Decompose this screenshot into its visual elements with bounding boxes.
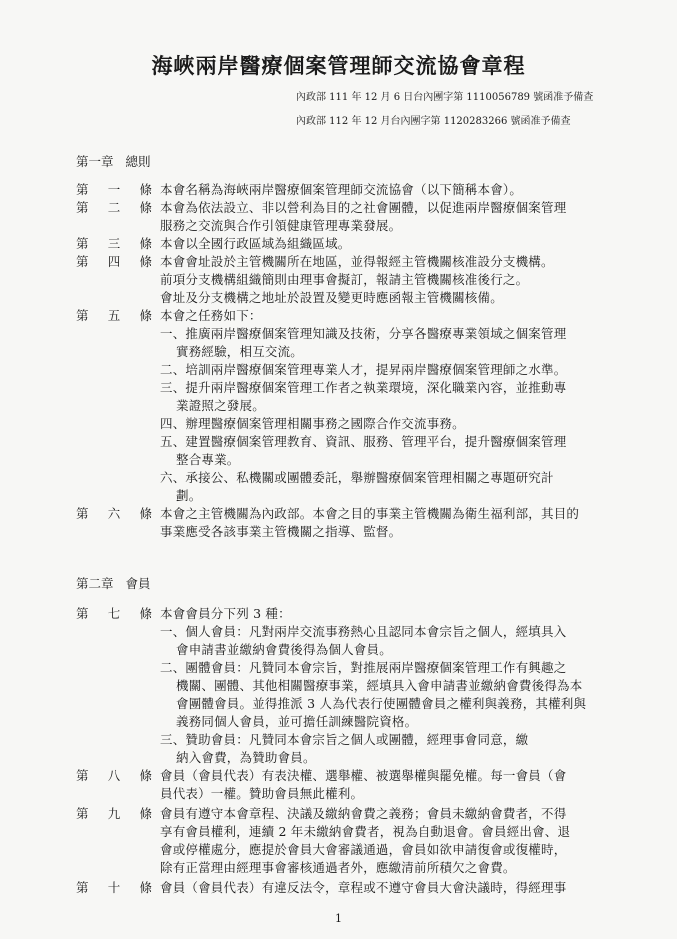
article-suffix: 條	[139, 606, 152, 621]
article-5-item-6: 六、承接公、私機關或團體委託，舉辦醫療個案管理相關之專題研究計	[160, 470, 554, 485]
article-4-line-2: 前項分支機構組織簡則由理事會擬訂，報請主管機關核准後行之。	[160, 272, 529, 287]
article-prefix: 第	[76, 806, 89, 821]
article-5-item-4: 四、辦理醫療個案管理相關事務之國際合作交流事務。	[160, 416, 465, 431]
article-8-label	[76, 766, 152, 784]
article-suffix: 條	[139, 880, 152, 895]
article-9-line-4: 除有正當理由經理事會審核通過者外，應繳清前所積欠之會費。	[160, 860, 516, 875]
article-9-line-1: 會員有遵守本會章程、決議及繳納會費之義務；會員未繳納會費者，不得	[160, 806, 567, 821]
chapter-name: 總則	[125, 154, 151, 169]
chapter-name: 會員	[125, 576, 151, 591]
article-prefix: 第	[76, 200, 89, 215]
article-9-line-2: 享有會員權利，連續 2 年未繳納會費者，視為自動退會。會員經出會、退	[160, 824, 571, 839]
document-title: 海峽兩岸醫療個案管理師交流協會章程	[151, 53, 526, 78]
article-8-line-2: 員代表）一權。贊助會員無此權利。	[160, 786, 364, 801]
article-8-line-1: 會員（會員代表）有表決權、選舉權、被選舉權與罷免權。每一會員（會	[160, 768, 567, 783]
article-5-item-3: 三、提升兩岸醫療個案管理工作者之執業環境，深化職業內容，並推動專	[160, 380, 567, 395]
article-5-item-5: 五、建置醫療個案管理教育、資訊、服務、管理平台，提升醫療個案管理	[160, 434, 567, 449]
article-7-item-1: 一、個人會員：凡對兩岸交流事務熱心且認同本會宗旨之個人，經填具入	[160, 624, 567, 639]
article-2-label	[76, 198, 152, 216]
article-5-item-1-cont: 實務經驗，相互交流。	[176, 344, 304, 359]
article-4-label	[76, 252, 152, 270]
article-7-item-2-cont-3: 義務同個人會員，並可擔任訓練醫院資格。	[176, 714, 418, 729]
article-prefix: 第	[76, 768, 89, 783]
article-1-line-1: 本會名稱為海峽兩岸醫療個案管理師交流協會（以下簡稱本會）。	[160, 182, 523, 197]
article-number: 一	[107, 182, 121, 197]
article-7-label	[76, 604, 152, 622]
article-prefix: 第	[76, 254, 89, 269]
article-5-item-6-cont: 劃。	[176, 488, 202, 503]
article-number: 九	[107, 806, 121, 821]
article-9-line-3: 會或停權處分，應提於會員大會審議通過，會員如欲申請復會或復權時，	[160, 842, 567, 857]
article-prefix: 第	[76, 236, 89, 251]
article-prefix: 第	[76, 506, 89, 521]
article-3-label	[76, 234, 152, 252]
article-prefix: 第	[76, 606, 89, 621]
article-prefix: 第	[76, 182, 89, 197]
article-6-label	[76, 504, 152, 522]
article-3-line-1: 本會以全國行政區域為組織區域。	[160, 236, 351, 251]
article-5-item-1: 一、推廣兩岸醫療個案管理知識及技術，分享各醫療專業領域之個案管理	[160, 326, 567, 341]
chapter-heading-1	[76, 152, 150, 170]
article-5-line-1: 本會之任務如下：	[160, 308, 262, 323]
article-suffix: 條	[139, 806, 152, 821]
article-5-label	[76, 306, 152, 324]
article-number: 十	[107, 880, 121, 895]
article-4-line-1: 本會會址設於主管機關所在地區，並得報經主管機關核准設分支機構。	[160, 254, 554, 269]
article-suffix: 條	[139, 506, 152, 521]
chapter-heading-2	[76, 574, 150, 592]
chapter-label: 第二章	[76, 576, 114, 591]
article-7-line-1: 本會會員分下列 3 種：	[160, 606, 291, 621]
article-7-item-2: 二、團體會員：凡贊同本會宗旨，對推展兩岸醫療個案管理工作有興趣之	[160, 660, 567, 675]
article-5-item-5-cont: 整合專業。	[176, 452, 240, 467]
article-5-item-3-cont: 業證照之發展。	[176, 398, 265, 413]
article-number: 三	[107, 236, 121, 251]
article-10-label	[76, 878, 152, 896]
article-7-item-1-cont: 會申請書並繳納會費後得為個人會員。	[176, 642, 392, 657]
article-4-line-3: 會址及分支機構之地址於設置及變更時應函報主管機關核備。	[160, 290, 503, 305]
article-prefix: 第	[76, 880, 89, 895]
article-suffix: 條	[139, 254, 152, 269]
article-9-label	[76, 804, 152, 822]
article-prefix: 第	[76, 308, 89, 323]
article-7-item-2-cont-1: 機關、團體、其他相關醫療事業，經填具入會申請書並繳納會費後得為本	[176, 678, 583, 693]
article-10-line-1: 會員（會員代表）有違反法令，章程或不遵守會員大會決議時，得經理事	[160, 880, 567, 895]
page-number: 1	[335, 912, 342, 925]
article-number: 七	[107, 606, 121, 621]
article-5-item-2: 二、培訓兩岸醫療個案管理專業人才，提昇兩岸醫療個案管理師之水準。	[160, 362, 567, 377]
article-6-line-2: 事業應受各該事業主管機關之指導、監督。	[160, 524, 402, 539]
article-number: 六	[107, 506, 121, 521]
chapter-label: 第一章	[76, 154, 114, 169]
approval-reference-1: 內政部 111 年 12 月 6 日台內團字第 1110056789 號函准予備查	[296, 92, 594, 103]
article-suffix: 條	[139, 768, 152, 783]
article-7-item-3: 三、贊助會員：凡贊同本會宗旨之個人或團體，經理事會同意，繳	[160, 732, 529, 747]
article-2-line-1: 本會為依法設立、非以營利為目的之社會團體，以促進兩岸醫療個案管理	[160, 200, 567, 215]
article-number: 五	[107, 308, 121, 323]
article-1-label	[76, 180, 152, 198]
article-2-line-2: 服務之交流與合作引領健康管理專業發展。	[160, 218, 402, 233]
article-suffix: 條	[139, 182, 152, 197]
article-suffix: 條	[139, 200, 152, 215]
approval-reference-2: 內政部 112 年 12 月台內團字第 1120283266 號函准予備查	[296, 116, 571, 127]
article-7-item-3-cont: 納入會費，為贊助會員。	[176, 750, 316, 765]
article-7-item-2-cont-2: 會團體會員。並得推派 3 人為代表行使團體會員之權利與義務，其權利與	[176, 696, 587, 711]
article-number: 二	[107, 200, 121, 215]
article-suffix: 條	[139, 236, 152, 251]
article-6-line-1: 本會之主管機關為內政部。本會之目的事業主管機關為衛生福利部，其目的	[160, 506, 580, 521]
article-suffix: 條	[139, 308, 152, 323]
article-number: 八	[107, 768, 121, 783]
article-number: 四	[107, 254, 121, 269]
